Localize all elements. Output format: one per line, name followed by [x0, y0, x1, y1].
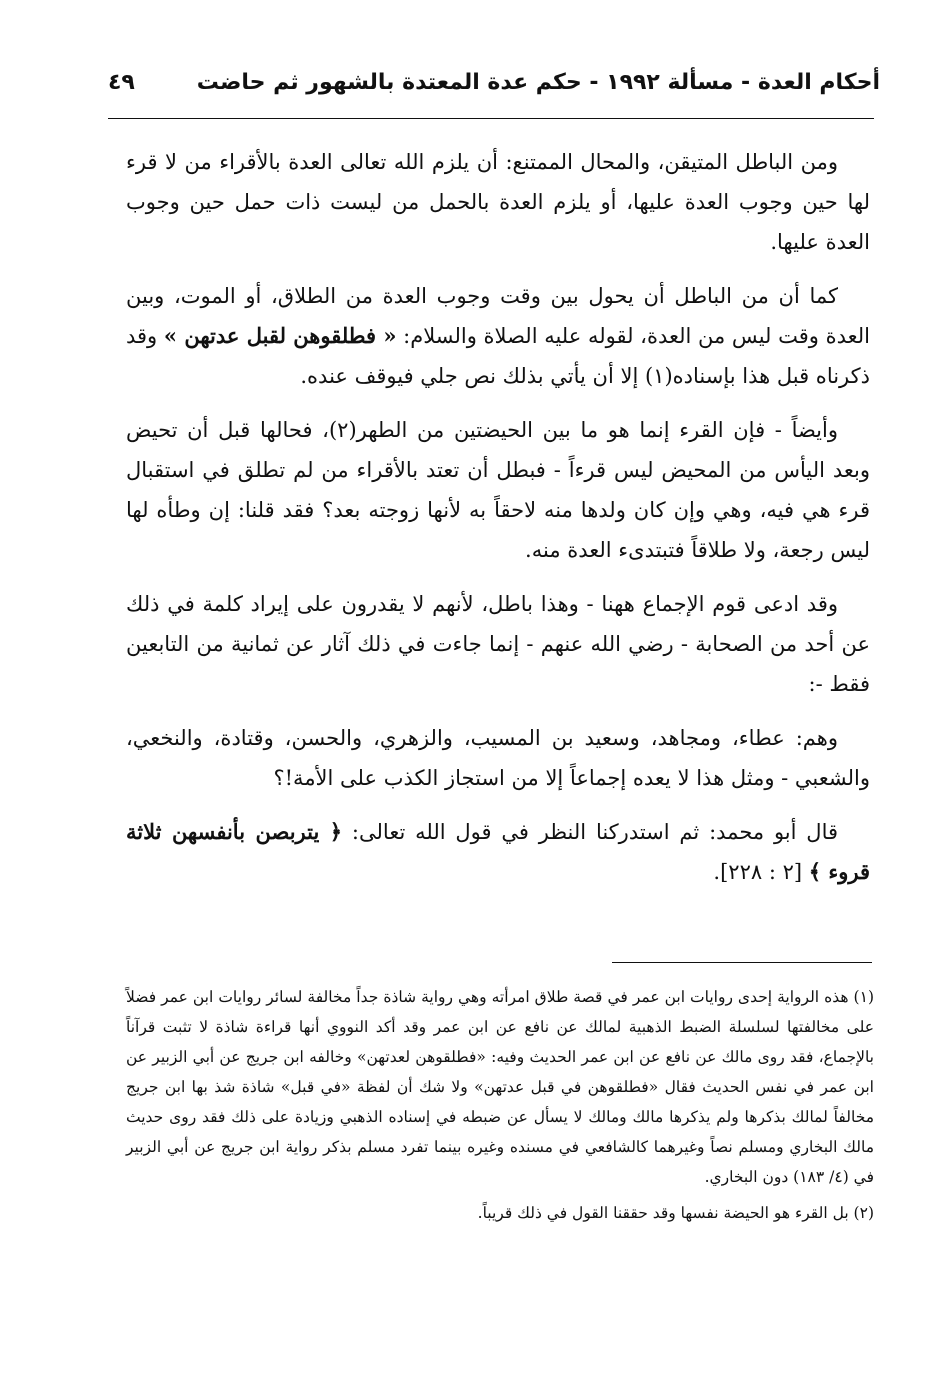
quran-quote: ﴿ يتربصن بأنفسهن ثلاثة قروء ﴾	[126, 819, 870, 884]
paragraph-2	[126, 276, 870, 396]
page-header	[108, 64, 880, 104]
footnotes	[126, 982, 874, 1234]
hadith-quote: « فطلقوهن لقبل عدتهن »	[163, 323, 397, 348]
paragraph-2-text-a: كما أن من الباطل أن يحول بين وقت وجوب العدة من الطلاق، أو الموت، وبين العدة وقت ليس من العدة، لقوله عليه الصلاة والسلام:	[126, 284, 870, 348]
paragraph-6	[126, 812, 870, 892]
paragraph-2-text-b: وقد ذكرناه قبل هذا بإسناده(١) إلا أن يأتي بذلك نص جلي فيوقف عنده.	[126, 324, 870, 388]
paragraph-4: وقد ادعى قوم الإجماع ههنا - وهذا باطل، لأنهم لا يقدرون على إيراد كلمة في ذلك عن أحد من الصحابة - رضي الله عنهم - إنما جاءت في ذلك آثار عن ثمانية من التابعين فقط -:	[126, 592, 870, 696]
footnote-1: (١) هذه الرواية إحدى روايات ابن عمر في قصة طلاق امرأته وهي رواية شاذة جداً مخالفة لسائر روايات ابن عمر فضلاً على مخالفتها لسلسلة الضبط الذهبية لمالك عن نافع عن ابن عمر وقد أكد النووي أنها قراءة شاذة لا تثبت قرآناً بالإجماع، فقد روى مالك عن نافع عن ابن عمر الحديث وفيه: «فطلقوهن لعدتهن» وخالفه ابن جريج عن أبي الزبير عن ابن عمر في نفس الحديث فقال «فطلقوهن في قبل عدتهن» ولا شك أن لفظة «في قبل» شاذة شذ بها ابن جريج مخالفاً لمالك بذكرها ولم يذكرها مالك ومالك لا يسأل عن ضبطه في إسناده الذهبي وزيادة على ذلك فقد روى حديث مالك البخاري ومسلم نصاً وغيرهما كالشافعي في مسنده وغيره بينما تفرد مسلم بذكر رواية ابن جريج عن أبي الزبير في (٤/ ١٨٣) دون البخاري.	[126, 988, 874, 1186]
header-divider	[108, 118, 874, 119]
footnote-2: (٢) بل القرء هو الحيضة نفسها وقد حققنا القول في ذلك قريباً.	[477, 1204, 874, 1222]
page-number: ٤٩	[108, 70, 135, 95]
running-title: أحكام العدة - مسألة ١٩٩٢ - حكم عدة المعتدة بالشهور ثم حاضت	[196, 70, 880, 95]
paragraph-6-text-a: قال أبو محمد: ثم استدركنا النظر في قول الله تعالى:	[342, 820, 839, 844]
footnote-divider	[612, 962, 872, 963]
main-text	[126, 142, 870, 906]
paragraph-3: وأيضاً - فإن القرء إنما هو ما بين الحيضتين من الطهر(٢)، فحالها قبل أن تحيض وبعد اليأس من المحيض ليس قرءاً - فبطل أن تعتد بالأقراء من لم تطلق في استقبال قرء هي فيه، وهي وإن كان ولدها منه لاحقاً به لأنها زوجته بعد؟ فقد قلنا: إن وطأه لها ليس رجعة، ولا طلاقاً فتبتدىء العدة منه.	[126, 418, 870, 562]
paragraph-1: ومن الباطل المتيقن، والمحال الممتنع: أن يلزم الله تعالى العدة بالأقراء من لا قرء لها حين وجوب العدة عليها، أو يلزم العدة بالحمل من ليست ذات حمل حين وجوب العدة عليها.	[126, 150, 870, 254]
paragraph-6-text-b: [٢ : ٢٢٨].	[713, 860, 809, 884]
paragraph-5: وهم: عطاء، ومجاهد، وسعيد بن المسيب، والزهري، والحسن، وقتادة، والنخعي، والشعبي - ومثل هذا لا يعده إجماعاً إلا من استجاز الكذب على الأمة!؟	[126, 726, 870, 790]
